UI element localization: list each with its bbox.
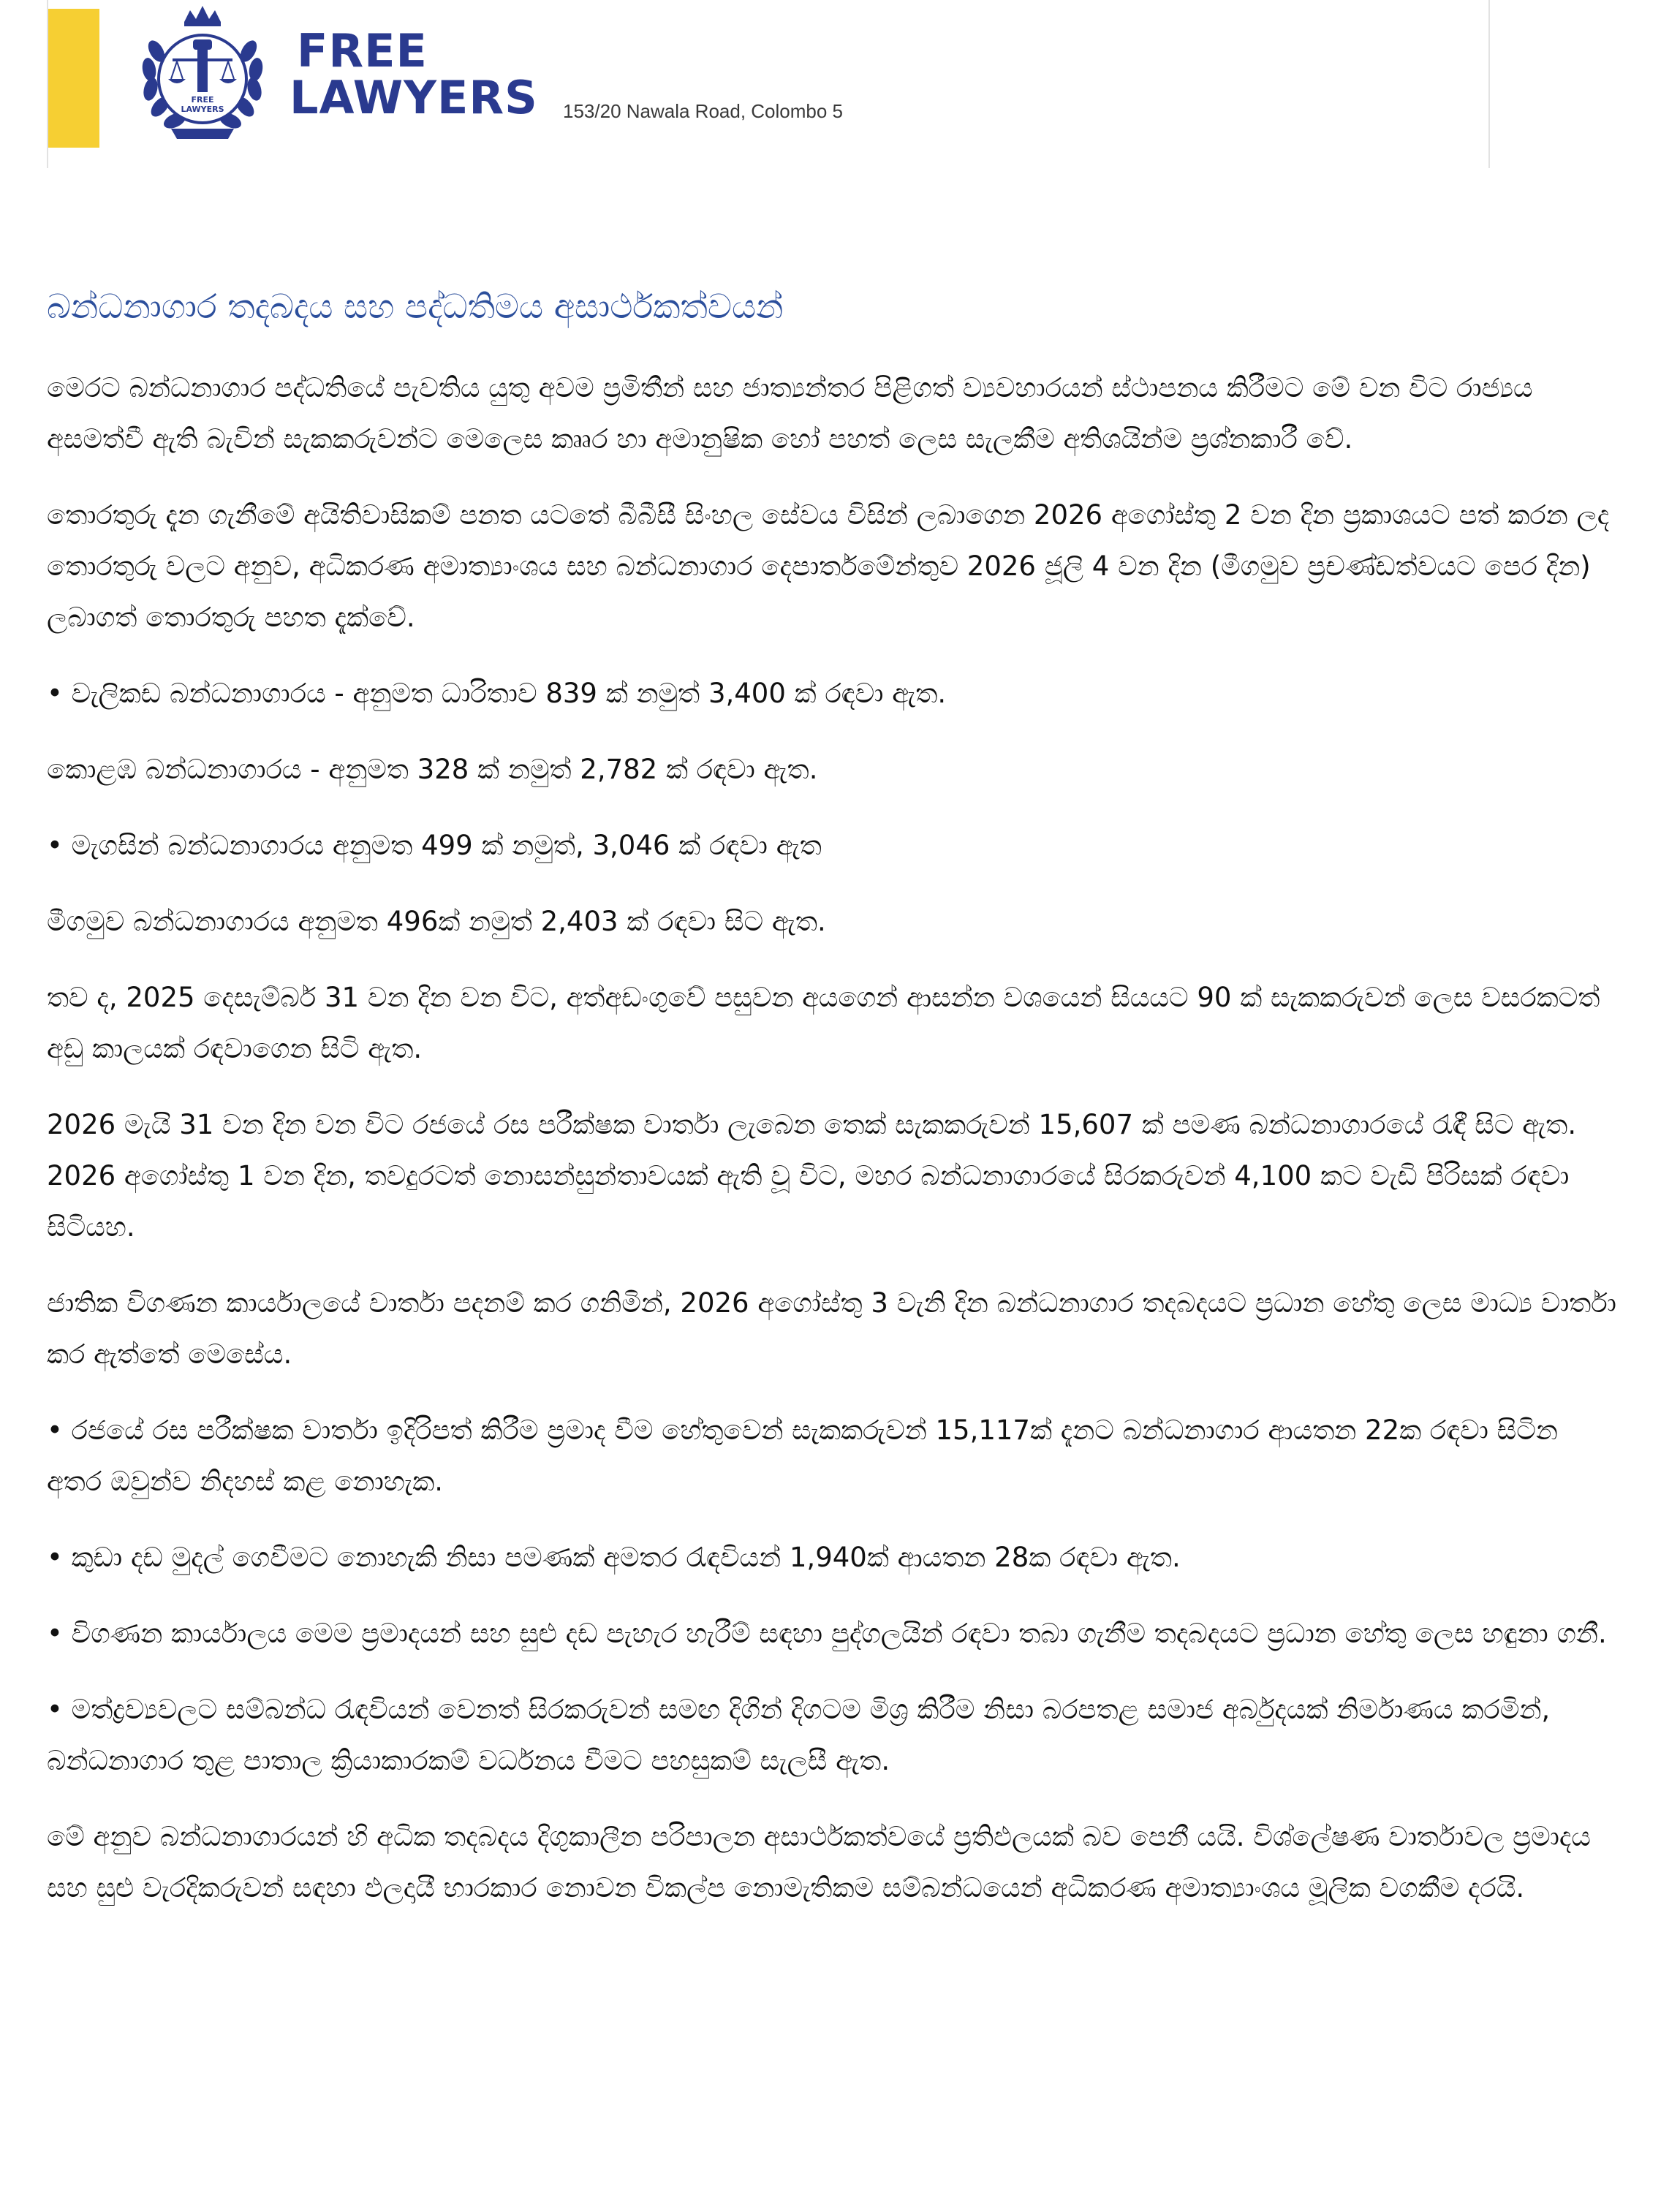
paragraph-conclusion: මේ අනුව බන්ධනාගාරයන් හි අධික තදබදය දිගුකාලීන පරිපාලන අසාර්ථකත්වයේ ප්‍රතිඵලයක් බව පෙනී යයි. විශ්ලේෂණ වාර්තාවල ප්‍රමාදය සහ සුළු වැරදිකරුවන් සඳහා ඵලදායී භාරකාර නොවන විකල්ප නොමැතිකම සම්බන්ධයෙන් අධිකරණ අමාත්‍යාංශය මූලික වගකීම දරයි. — [47, 1820, 1591, 1903]
paragraph-remand-percentage: තව ද, 2025 දෙසැම්බර් 31 වන දින වන විට, අත්අඩංගුවේ පසුවන අයගෙන් ආසන්න වශයෙන් සියයට 90 ක් සැකකරුවන් ලෙස වසරකටත් අඩු කාලයක් රඳවාගෙන සිටි ඇත. — [47, 981, 1600, 1064]
paragraph-bullet-small-fines: • කුඩා දඩ මුදල් ගෙවීමට නොහැකි නිසා පමණක් අමතර රැඳවියන් 1,940ක් ආයතන 28ක රඳවා ඇත. — [47, 1541, 1181, 1573]
svg-text:LAWYERS: LAWYERS — [181, 105, 224, 114]
paragraph-bullet-audit-causes: • විගණන කාර්යාලය මෙම ප්‍රමාදයන් සහ සුළු දඩ පැහැර හැරීම් සඳහා පුද්ගලයින් රඳවා තබා ගැනීම තදබදයට ප්‍රධාන හේතු ලෙස හඳුනා ගනී. — [47, 1617, 1607, 1649]
paragraph-negombo: මීගමුව බන්ධනාගාරය අනුමත 496ක් නමුත් 2,403 ක් රඳවා සිට ඇත. — [47, 905, 826, 937]
logo-word-lawyers: LAWYERS — [290, 71, 538, 124]
logo-word-free: FREE — [297, 24, 428, 77]
paragraph-magazine: • මැගසින් බන්ධනාගාරය අනුමත 499 ක් නමුත්, 3,046 ක් රඳවා ඇත — [47, 829, 822, 861]
scales-of-justice-seal-icon — [135, 0, 270, 146]
article-title: බන්ධනාගාර තදබදය සහ පද්ධතිමය අසාර්ථකත්වයන් — [47, 287, 784, 326]
accent-bar — [48, 9, 99, 148]
paragraph-intro: මෙරට බන්ධනාගාර පද්ධතියේ පැවතිය යුතු අවම ප්‍රමිතීන් සහ ජාත්‍යන්තර පිළිගත් ව්‍යවහාරයන් ස්ථාපනය කිරීමට මේ වන විට රාජ්‍යය අසමත්වී ඇති බැවින් සැකකරුවන්ට මෙලෙස කෲර හා අමානුෂික හෝ පහත් ලෙස සැලකීම අතිශයින්ම ප්‍රශ්නකාරී වේ. — [47, 371, 1533, 455]
paragraph-welikada: • වැලිකඩ බන්ධනාගාරය - අනුමත ධාරිතාව 839 ක් නමුත් 3,400 ක් රඳවා ඇත. — [47, 677, 947, 709]
paragraph-gov-analyst-delays: 2026 මැයි 31 වන දින වන විට රජයේ රස පරීක්ෂක වාර්තා ලැබෙන තෙක් සැකකරුවන් 15,607 ක් පමණ බන්ධනාගාරයේ රැඳී සිට ඇත. 2026 අගෝස්තු 1 වන දින, තවදුරටත් නොසන්සුන්තාවයක් ඇති වූ විට, මහර බන්ධනාගාරයේ සිරකරුවන් 4,100 කට වැඩි පිරිසක් රඳවා සිටියහ. — [47, 1108, 1577, 1243]
paragraph-bullet-drug-detainees: • මත්ද්‍රව්‍යවලට සම්බන්ධ රැඳවියන් වෙනත් සිරකරුවන් සමඟ දිගින් දිගටම මිශ්‍ර කිරීම නිසා බරපතළ සමාජ අර්බුදයක් නිර්මාණය කරමින්, බන්ධනාගාර තුළ පාතාල ක්‍රියාකාරකම් වර්ධනය වීමට පහසුකම් සැලසී ඇත. — [47, 1693, 1551, 1776]
paragraph-audit-office: ජාතික විගණන කාර්යාලයේ වාර්තා පදනම් කර ගනිමින්, 2026 අගෝස්තු 3 වැනි දින බන්ධනාගාර තදබදයට ප්‍රධාන හේතු ලෙස මාධ්‍ය වාර්තා කර ඇත්තේ මෙසේය. — [47, 1287, 1616, 1370]
office-address: 153/20 Nawala Road, Colombo 5 — [563, 100, 844, 122]
letterhead — [47, 0, 1490, 168]
paragraph-bullet-analyst-reports: • රජයේ රස පරීක්ෂක වාර්තා ඉදිරිපත් කිරීම ප්‍රමාද වීම හේතුවෙන් සැකකරුවන් 15,117ක් දැනට බන්ධනාගාර ආයතන 22ක රඳවා සිටින අතර ඔවුන්ව නිදහස් කළ නොහැක. — [47, 1414, 1558, 1497]
paragraph-rti-source: තොරතුරු දැන ගැනීමේ අයිතිවාසිකම් පනත යටතේ බීබීසී සිංහල සේවය විසින් ලබාගෙන 2026 අගෝස්තු 2 වන දින ප්‍රකාශයට පත් කරන ලද තොරතුරු වලට අනුව, අධිකරණ අමාත්‍යාංශය සහ බන්ධනාගාර දෙපාර්තමේන්තුව 2026 ජූලි 4 වන දින (මීගමුව ප්‍රචණ්ඩත්වයට පෙර දින) ලබාගත් තොරතුරු පහත දැක්වේ. — [47, 499, 1610, 633]
svg-text:FREE: FREE — [191, 95, 214, 105]
article — [47, 285, 1619, 1939]
paragraph-colombo: කොළඹ බන්ධනාගාරය - අනුමත 328 ක් නමුත් 2,782 ක් රඳවා ඇත. — [47, 753, 818, 785]
brand-logo-text — [290, 24, 538, 124]
